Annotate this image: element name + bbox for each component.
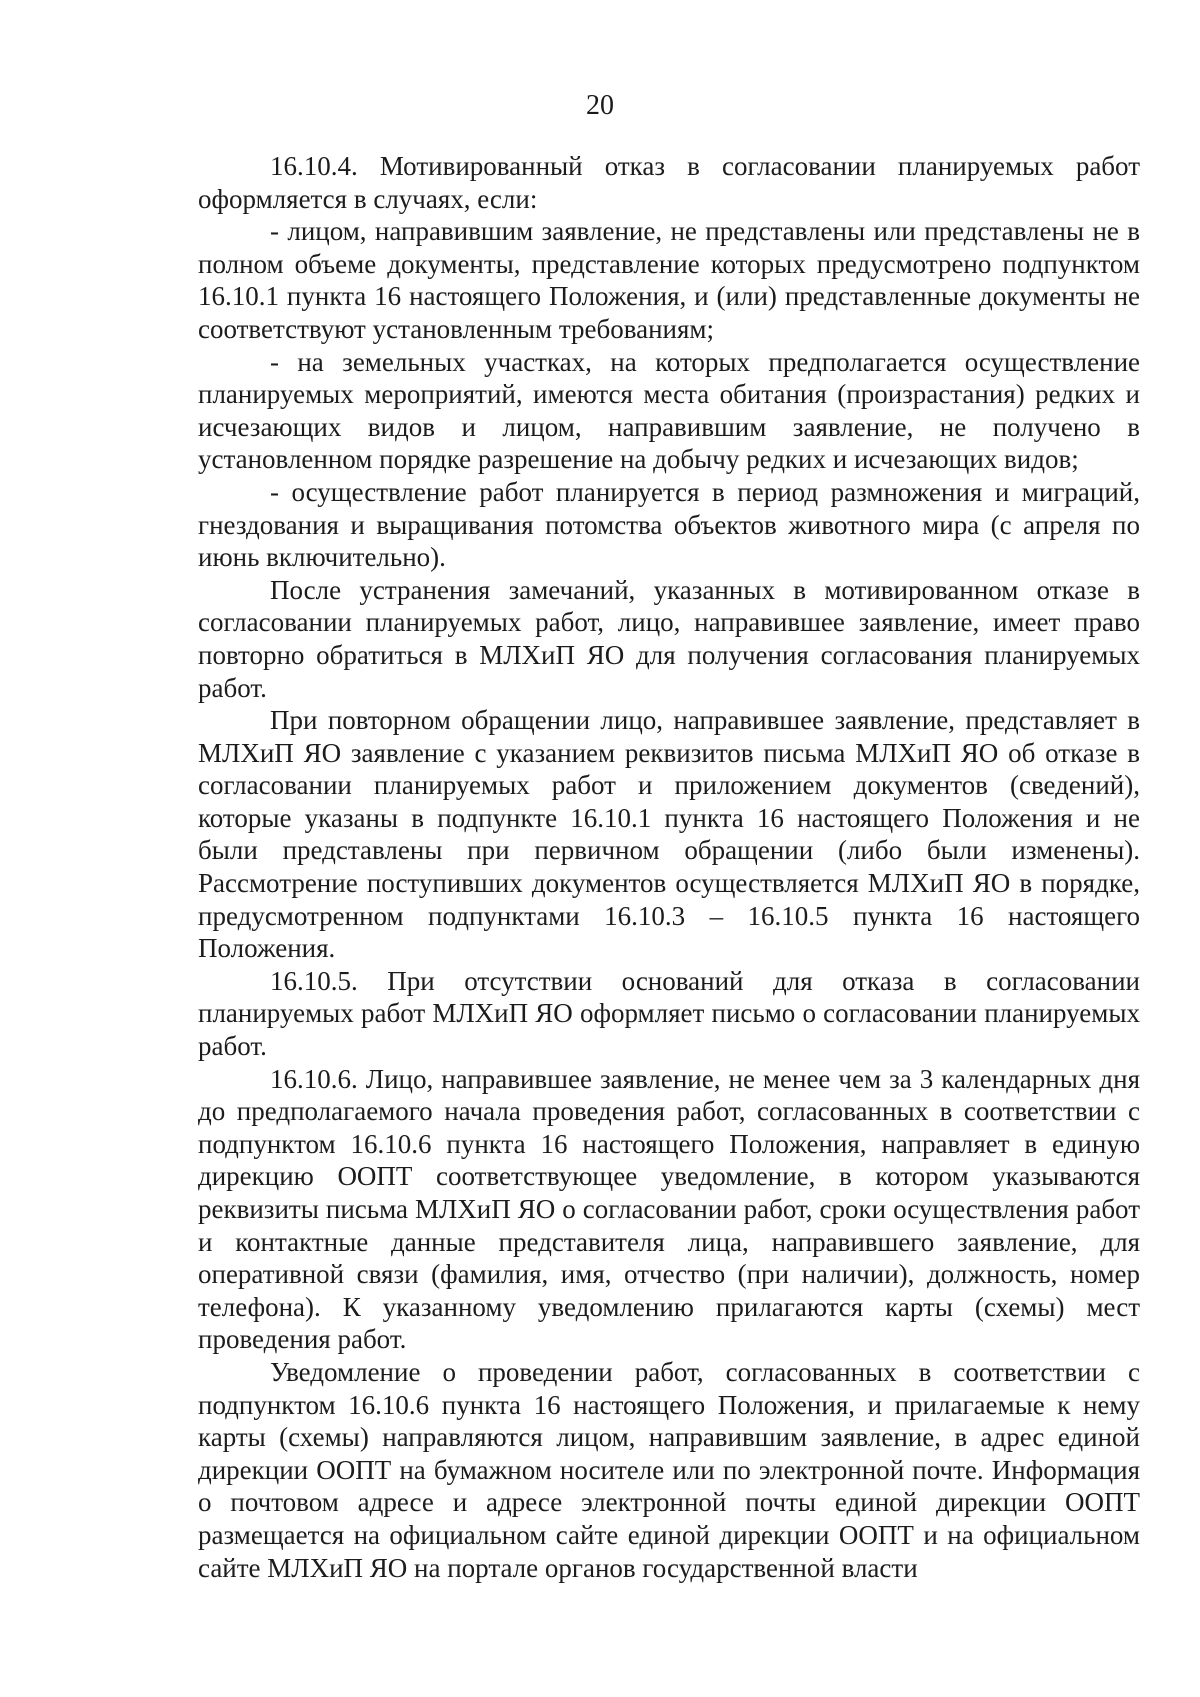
paragraph-repeat-request: При повторном обращении лицо, направившее заявление, представляет в МЛХиП ЯО заявление с указанием реквизитов письма МЛХиП ЯО об отказе в согласовании планируемых работ и приложением документов (сведений), которые указаны в подпункте 16.10.1 пункта 16 настоящего Положения и не были представлены при первичном обращении (либо были изменены). Рассмотрение поступивших документов осуществляется МЛХиП ЯО в порядке, предусмотренном подпунктами 16.10.3 – 16.10.5 пункта 16 настоящего Положения. xyxy=(198,705,1140,964)
paragraph-16-10-6: 16.10.6. Лицо, направившее заявление, не менее чем за 3 календарных дня до предполагаемого начала проведения работ, согласованных в соответствии с подпунктом 16.10.6 пункта 16 настоящего Положения, направляет в единую дирекцию ООПТ соответствующее уведомление, в котором указываются реквизиты письма МЛХиП ЯО о согласовании работ, сроки осуществления работ и контактные данные представителя лица, направившего заявление, для оперативной связи (фамилия, имя, отчество (при наличии), должность, номер телефона). К указанному уведомлению прилагаются карты (схемы) мест проведения работ. xyxy=(198,1063,1140,1355)
paragraph-list-item-documents: - лицом, направившим заявление, не представлены или представлены не в полном объеме документы, представление которых предусмотрено подпунктом 16.10.1 пункта 16 настоящего Положения, и (или) представленные документы не соответствуют установленным требованиям; xyxy=(198,216,1140,344)
paragraph-after-remarks: После устранения замечаний, указанных в мотивированном отказе в согласовании планируемых работ, лицо, направившее заявление, имеет право повторно обратиться в МЛХиП ЯО для получения согласования планируемых работ. xyxy=(198,574,1140,703)
page-number: 20 xyxy=(586,90,614,121)
paragraph-list-item-breeding-period: - осуществление работ планируется в период размножения и миграций, гнездования и выращивания потомства объектов животного мира (с апреля по июнь включительно). xyxy=(198,476,1140,573)
paragraph-16-10-4: 16.10.4. Мотивированный отказ в согласовании планируемых работ оформляется в случаях, если: xyxy=(198,151,1140,214)
document-body xyxy=(198,150,1140,1584)
paragraph-16-10-5: 16.10.5. При отсутствии оснований для отказа в согласовании планируемых работ МЛХиП ЯО оформляет письмо о согласовании планируемых работ. xyxy=(198,965,1140,1062)
paragraph-notification: Уведомление о проведении работ, согласованных в соответствии с подпунктом 16.10.6 пункта 16 настоящего Положения, и прилагаемые к нему карты (схемы) направляются лицом, направившим заявление, в адрес единой дирекции ООПТ на бумажном носителе или по электронной почте. Информация о почтовом адресе и адресе электронной почты единой дирекции ООПТ размещается на официальном сайте единой дирекции ООПТ и на официальном сайте МЛХиП ЯО на портале органов государственной власти xyxy=(198,1356,1140,1583)
paragraph-list-item-rare-species: - на земельных участках, на которых предполагается осуществление планируемых мероприятий, имеются места обитания (произрастания) редких и исчезающих видов и лицом, направившим заявление, не получено в установленном порядке разрешение на добычу редких и исчезающих видов; xyxy=(198,346,1140,475)
